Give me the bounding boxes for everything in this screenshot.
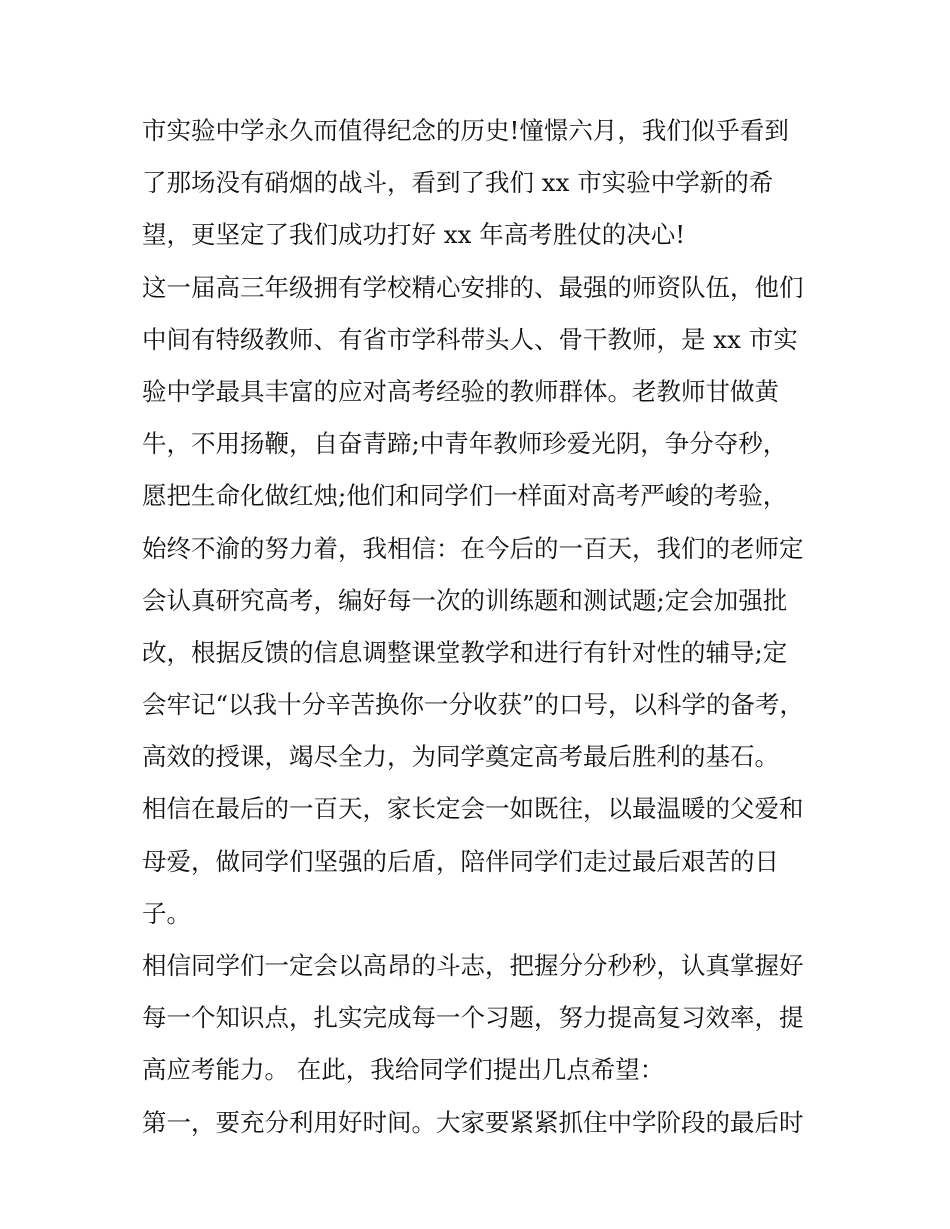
- text-line: 始终不渝的努力着，我相信：在今后的一百天，我们的老师定: [142, 533, 804, 563]
- text-line: 改，根据反馈的信息调整课堂教学和进行有针对性的辅导;定: [142, 637, 788, 667]
- text-line: 望，更坚定了我们成功打好 xx 年高考胜仗的决心!: [142, 220, 686, 250]
- text-line: 会牢记“以我十分辛苦换你一分收获”的口号，以科学的备考，: [142, 690, 805, 720]
- text-line: 母爱，做同学们坚强的后盾，陪伴同学们走过最后艰苦的日: [142, 846, 779, 876]
- text-line: 会认真研究高考，编好每一次的训练题和测试题;定会加强批: [142, 585, 788, 615]
- text-line: 了那场没有硝烟的战斗，看到了我们 xx 市实验中学新的希: [142, 168, 774, 198]
- text-line: 验中学最具丰富的应对高考经验的教师群体。老教师甘做黄: [142, 376, 779, 406]
- text-line: 牛，不用扬鞭，自奋青蹄;中青年教师珍爱光阴，争分夺秒，: [142, 429, 788, 459]
- text-line: 每一个知识点，扎实完成每一个习题，努力提高复习效率，提: [142, 1003, 804, 1033]
- text-line: 第一，要充分利用好时间。大家要紧紧抓住中学阶段的最后时: [142, 1107, 804, 1137]
- text-line: 这一届高三年级拥有学校精心安排的、最强的师资队伍，他们: [142, 272, 804, 302]
- text-line: 愿把生命化做红烛;他们和同学们一样面对高考严峻的考验，: [142, 481, 788, 511]
- text-line: 市实验中学永久而值得纪念的历史!憧憬六月，我们似乎看到: [142, 116, 789, 145]
- text-line: 相信在最后的一百天，家长定会一如既往，以最温暖的父爱和: [142, 794, 804, 824]
- text-line: 相信同学们一定会以高昂的斗志，把握分分秒秒，认真掌握好: [142, 951, 804, 980]
- text-line: 中间有特级教师、有省市学科带头人、骨干教师，是 xx 市实: [142, 324, 798, 354]
- body-text: [142, 105, 822, 1149]
- text-line: 高应考能力。 在此，我给同学们提出几点希望：: [142, 1055, 665, 1085]
- text-line: 高效的授课，竭尽全力，为同学奠定高考最后胜利的基石。: [142, 742, 779, 772]
- text-line: 子。: [142, 898, 191, 928]
